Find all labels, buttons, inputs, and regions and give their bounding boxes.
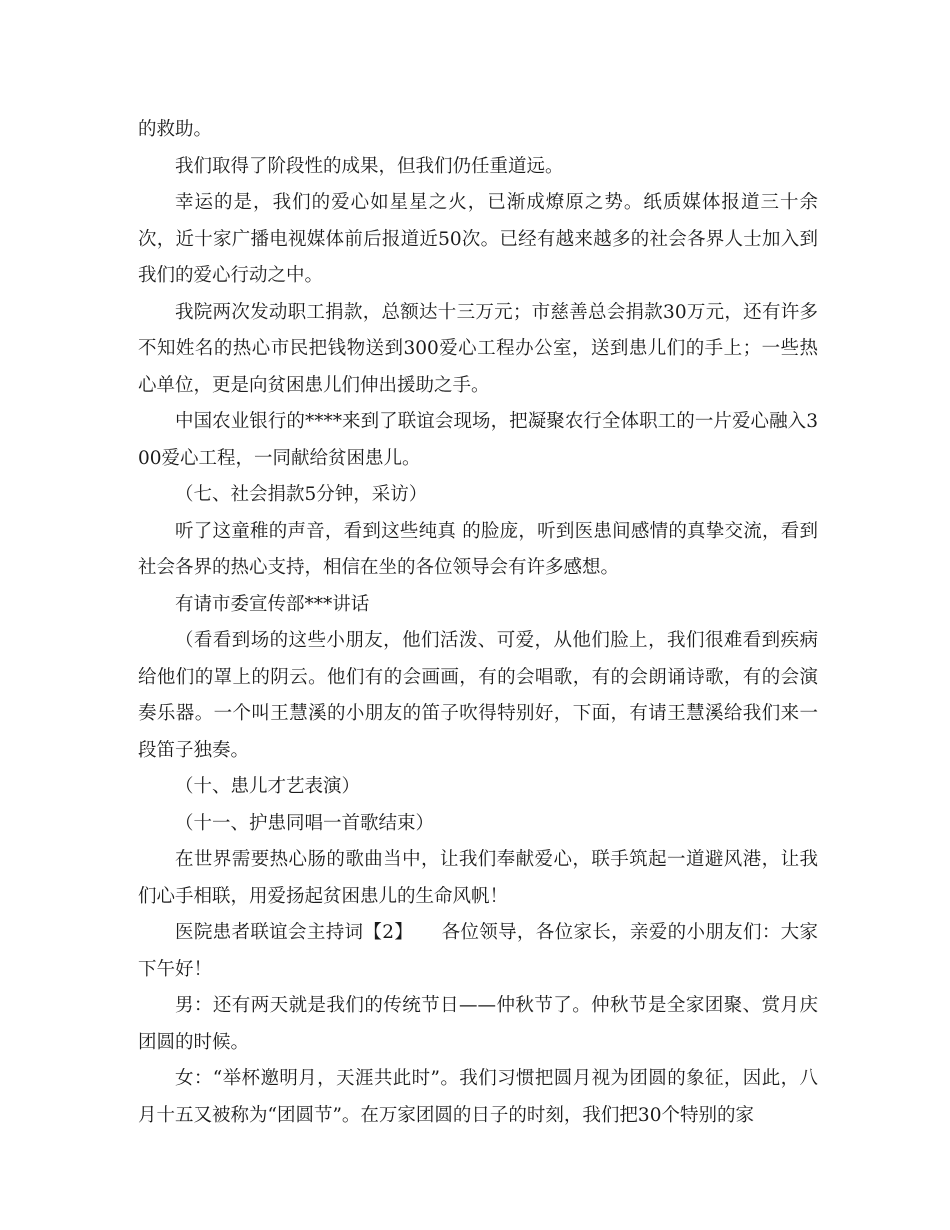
paragraph-15: 女：“举杯邀明月，天涯共此时”。我们习惯把圆月视为团圆的象征，因此，八月十五又被称为“团圆节”。在万家团圆的日子的时刻，我们把30个特别的家 — [138, 1068, 818, 1126]
paragraph-12: 在世界需要热心肠的歌曲当中，让我们奉献爱心，联手筑起一道避风港，让我们心手相联，用爱扬起贫困患儿的生命风帆！ — [138, 849, 818, 907]
paragraph-9: （看看到场的这些小朋友，他们活泼、可爱，从他们脸上，我们很难看到疾病给他们的罩上的阴云。他们有的会画画，有的会唱歌，有的会朗诵诗歌，有的会演奏乐器。一个叫王慧溪的小朋友的笛子吹得特别好，下面，有请王慧溪给我们来一段笛子独奏。 — [138, 630, 818, 761]
document-body — [138, 112, 818, 1134]
paragraph-1: 的救助。 — [138, 119, 213, 140]
paragraph-14: 男：还有两天就是我们的传统节日——仲秋节了。仲秋节是全家团聚、赏月庆团圆的时候。 — [138, 995, 818, 1053]
paragraph-11: （十一、护患同唱一首歌结束） — [175, 812, 435, 834]
paragraph-10: （十、患儿才艺表演） — [175, 776, 361, 797]
paragraph-4: 我院两次发动职工捐款，总额达十三万元；市慈善总会捐款30万元，还有许多不知姓名的热心市民把钱物送到300爱心工程办公室，送到患儿们的手上；一些热心单位，更是向贫困患儿们伸出援助之手。 — [138, 301, 818, 396]
paragraph-8: 有请市委宣传部***讲话 — [175, 593, 370, 615]
paragraph-6: （七、社会捐款5分钟，采访） — [175, 484, 428, 505]
paragraph-2: 我们取得了阶段性的成果，但我们仍任重道远。 — [175, 155, 564, 177]
paragraph-3: 幸运的是，我们的爱心如星星之火，已渐成燎原之势。纸质媒体报道三十余次，近十家广播电视媒体前后报道近50次。已经有越来越多的社会各界人士加入到我们的爱心行动之中。 — [138, 192, 818, 286]
paragraph-13: 医院患者联谊会主持词【2】 各位领导，各位家长，亲爱的小朋友们：大家下午好！ — [138, 922, 818, 980]
paragraph-5: 中国农业银行的****来到了联谊会现场，把凝聚农行全体职工的一片爱心融入300爱心工程，一同献给贫困患儿。 — [138, 411, 818, 469]
paragraph-7: 听了这童稚的声音，看到这些纯真 的脸庞，听到医患间感情的真挚交流，看到社会各界的热心支持，相信在坐的各位领导会有许多感想。 — [138, 520, 818, 578]
